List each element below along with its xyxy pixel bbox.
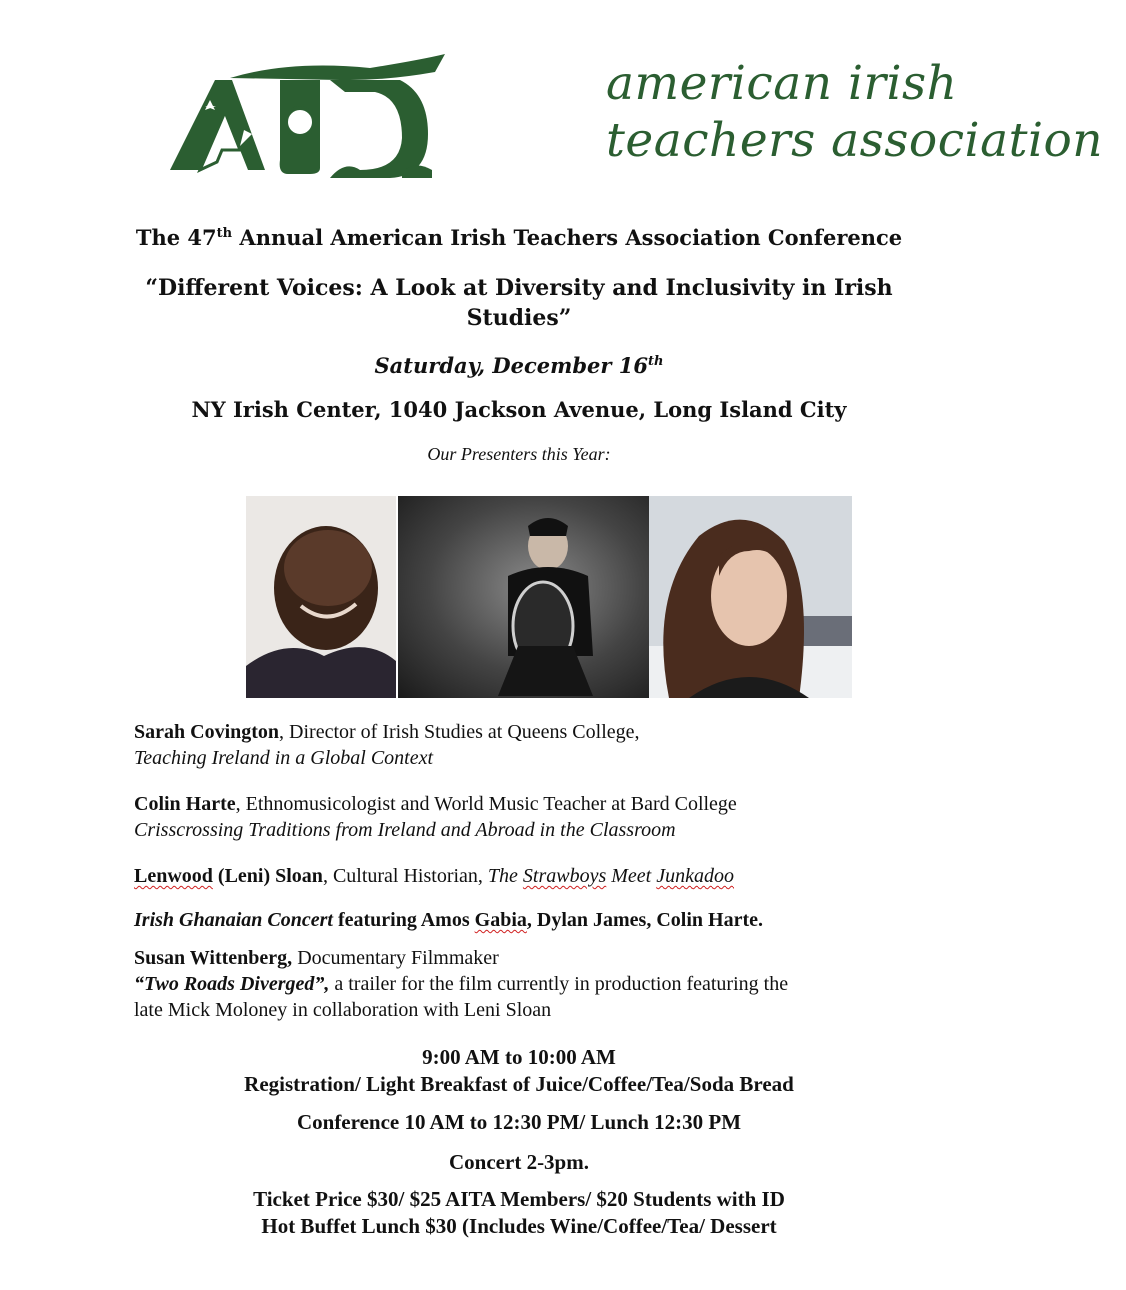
sloan-talk: The Strawboys Meet Junkadoo — [487, 865, 735, 887]
wittenberg-film: “Two Roads Diverged”, — [134, 973, 330, 995]
presenter-covington — [134, 719, 954, 771]
covington-talk: Teaching Ireland in a Global Context — [134, 747, 434, 769]
conference-theme — [0, 273, 1038, 333]
presenter-photo-2 — [398, 496, 649, 698]
theme-line-2: Studies” — [466, 305, 572, 331]
covington-role: , Director of Irish Studies at Queens College, — [279, 721, 640, 743]
schedule-registration — [0, 1044, 1038, 1098]
buffet-price: Hot Buffet Lunch $30 (Includes Wine/Coffee/Tea/ Dessert — [261, 1214, 777, 1238]
aita-logo — [170, 50, 1104, 180]
presenter-wittenberg — [134, 945, 954, 1023]
sloan-role: , Cultural Historian, — [322, 865, 488, 887]
ticket-price: Ticket Price $30/ $25 AITA Members/ $20 Students with ID — [253, 1187, 785, 1211]
schedule-breakfast: Registration/ Light Breakfast of Juice/Coffee/Tea/Soda Bread — [244, 1072, 794, 1096]
logo-text-line-2: teachers association — [606, 113, 1104, 168]
covington-name: Sarah Covington — [134, 721, 280, 743]
concert-featuring: featuring Amos Gabia, Dylan James, Colin Harte. — [332, 909, 763, 931]
wittenberg-name: Susan Wittenberg, — [134, 947, 293, 969]
conference-title: The 47th Annual American Irish Teachers Association Conference — [135, 225, 903, 250]
harte-role: , Ethnomusicologist and World Music Teacher at Bard College — [235, 793, 737, 815]
presenter-photo-1 — [246, 496, 396, 698]
presenter-sloan — [134, 863, 954, 889]
concert-title: Irish Ghanaian Concert — [134, 909, 333, 931]
concert-line — [134, 907, 954, 933]
venue: NY Irish Center, 1040 Jackson Avenue, Long Island City — [191, 397, 847, 422]
sloan-name: Lenwood (Leni) Sloan — [134, 865, 323, 887]
wittenberg-desc-2: late Mick Moloney in collaboration with Leni Sloan — [134, 999, 552, 1021]
event-date: Saturday, December 16th — [374, 353, 664, 378]
logo-text-line-1: american irish — [606, 56, 958, 111]
schedule-time-1: 9:00 AM to 10:00 AM — [422, 1045, 616, 1069]
ticket-info — [0, 1186, 1038, 1240]
wittenberg-desc-1: a trailer for the film currently in production featuring the — [329, 973, 789, 995]
wittenberg-role: Documentary Filmmaker — [292, 947, 499, 969]
schedule-conference: Conference 10 AM to 12:30 PM/ Lunch 12:30 PM — [296, 1110, 742, 1134]
harte-name: Colin Harte — [134, 793, 236, 815]
harte-talk: Crisscrossing Traditions from Ireland and Abroad in the Classroom — [134, 819, 676, 841]
presenter-photo-3 — [649, 496, 852, 698]
presenters-heading: Our Presenters this Year: — [427, 444, 611, 464]
theme-line-1: “Different Voices: A Look at Diversity and Inclusivity in Irish — [145, 275, 893, 301]
schedule-concert: Concert 2-3pm. — [449, 1150, 589, 1174]
presenter-harte — [134, 791, 954, 843]
